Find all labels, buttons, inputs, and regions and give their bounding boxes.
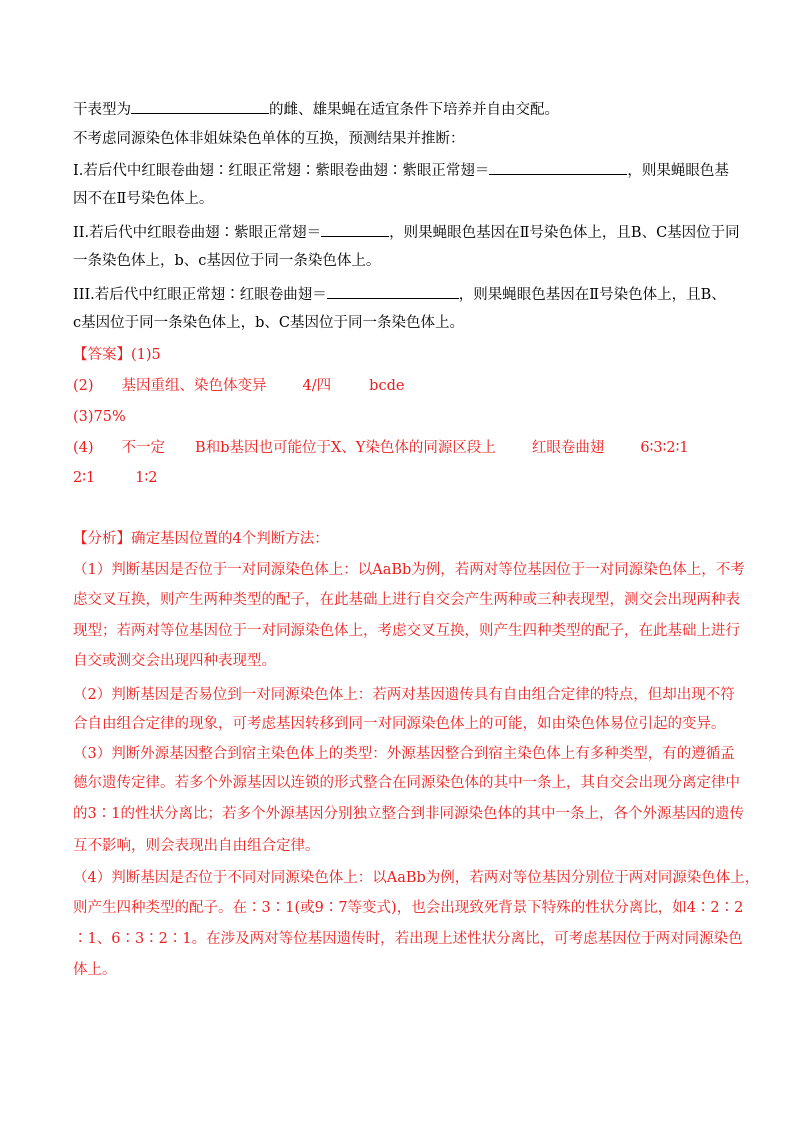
analysis-line	[73, 621, 740, 641]
question-text: ，则果蝇眼色基因在Ⅱ号染色体上，且B、C基因位于同	[389, 225, 740, 241]
analysis-text: 的3∶1的性状分离比；若多个外源基因分别独立整合到非同源染色体的其中一条上，各个外源基因的遗传	[73, 806, 744, 822]
answer-text: 6∶3∶2∶1	[640, 440, 689, 456]
analysis-text: 体上。	[73, 962, 117, 978]
analysis-line	[73, 590, 740, 610]
answer-text: (4)	[73, 440, 94, 456]
analysis-text: 虑交叉互换，则产生两种类型的配子，在此基础上进行自交会产生两种或三种表现型，测交会出现两种表	[73, 592, 740, 608]
question-text: ，则果蝇眼色基	[627, 163, 729, 179]
analysis-line	[73, 836, 320, 856]
question-line-1	[73, 99, 559, 120]
analysis-text: 则产生四种类型的配子。在∶3∶1(或9∶7等变式)，也会出现致死背景下特殊的性状分离比，如4∶2∶2	[73, 900, 744, 916]
answer-line-1	[73, 345, 161, 365]
answer-text: (3)75%	[73, 409, 126, 425]
question-line-2	[73, 129, 465, 149]
analysis-text: （4）判断基因是否位于不同对同源染色体上：以AaBb为例，若两对等位基因分别位于两对同源染色体上，	[73, 870, 760, 886]
question-text: c基因位于同一条染色体上，b、C基因位于同一条染色体上。	[73, 315, 464, 331]
analysis-line	[73, 651, 276, 671]
question-text: 因不在Ⅱ号染色体上。	[73, 191, 214, 207]
analysis-text: 互不影响，则会表现出自由组合定律。	[73, 838, 320, 854]
answer-text: 1∶2	[135, 470, 158, 486]
case-3-cont	[73, 313, 464, 333]
question-text: III.若后代中红眼正常翅∶红眼卷曲翅＝	[73, 287, 327, 303]
analysis-line	[73, 960, 117, 980]
analysis-text: 现型；若两对等位基因位于一对同源染色体上，考虑交叉互换，则产生四种类型的配子，在此基础上进行	[73, 623, 740, 639]
question-text: II.若后代中红眼卷曲翅∶紫眼正常翅＝	[73, 225, 322, 241]
case-2-cont	[73, 251, 380, 271]
analysis-text: （1）判断基因是否位于一对同源染色体上：以AaBb为例，若两对等位基因位于一对同源染色体上，不考	[73, 562, 745, 578]
analysis-line	[73, 804, 744, 824]
answer-text: (2)	[73, 378, 94, 394]
answer-blank-3[interactable]	[321, 222, 389, 237]
analysis-line	[73, 898, 743, 918]
analysis-line	[73, 714, 726, 734]
analysis-label: 【分析】	[73, 531, 131, 547]
analysis-text: 合自由组合定律的现象，可考虑基因转移到同一对同源染色体上的可能，如由染色体易位引起的变异。	[73, 716, 726, 732]
answer-line-2	[73, 376, 404, 396]
question-text: 一条染色体上，b、c基因位于同一条染色体上。	[73, 253, 381, 269]
analysis-line	[73, 868, 759, 888]
answer-text: bcde	[369, 378, 405, 394]
case-3-line	[73, 284, 726, 305]
question-text: I.若后代中红眼卷曲翅∶红眼正常翅∶紫眼卷曲翅∶紫眼正常翅＝	[73, 163, 490, 179]
answer-text: B和b基因也可能位于X、Y染色体的同源区段上	[195, 440, 496, 456]
analysis-text: （3）判断外源基因整合到宿主染色体上的类型：外源基因整合到宿主染色体上有多种类型，有的遵循孟	[73, 746, 735, 762]
case-2-line	[73, 222, 740, 243]
answer-label: 【答案】	[73, 347, 131, 363]
answer-text: 4/四	[302, 378, 332, 394]
question-text: 的雌、雄果蝇在适宜条件下培养并自由交配。	[269, 102, 559, 118]
analysis-line	[73, 929, 743, 949]
case-1-line	[73, 160, 729, 181]
answer-line-4	[73, 438, 689, 458]
answer-text: (1)5	[131, 347, 161, 363]
analysis-line	[73, 560, 745, 580]
analysis-text: （2）判断基因是否易位到一对同源染色体上：若两对基因遗传具有自由组合定律的特点，但却出现不符	[73, 687, 735, 703]
answer-line-3	[73, 407, 126, 427]
answer-text: 2∶1	[73, 470, 96, 486]
analysis-text: ∶1、6∶3∶2∶1。在涉及两对等位基因遗传时，若出现上述性状分离比，可考虑基因位于两对同源染色	[73, 931, 743, 947]
analysis-line	[73, 685, 735, 705]
analysis-heading	[73, 529, 329, 549]
analysis-text: 自交或测交会出现四种表现型。	[73, 653, 276, 669]
answer-text: 基因重组、染色体变异	[121, 378, 267, 394]
answer-blank-4[interactable]	[327, 284, 459, 299]
analysis-line	[73, 744, 735, 764]
question-text: ，则果蝇眼色基因在Ⅱ号染色体上，且B、	[458, 287, 726, 303]
answer-blank-1[interactable]	[131, 99, 269, 114]
answer-blank-2[interactable]	[489, 160, 627, 175]
answer-line-5	[73, 468, 157, 488]
answer-text: 红眼卷曲翅	[531, 440, 605, 456]
analysis-text: 德尔遗传定律。若多个外源基因以连锁的形式整合在同源染色体的其中一条上，其自交会出现分离定律中	[73, 775, 740, 791]
analysis-text: 确定基因位置的4个判断方法：	[131, 531, 329, 547]
question-text: 不考虑同源染色体非姐妹染色单体的互换，预测结果并推断：	[73, 131, 465, 147]
question-text: 干表型为	[73, 102, 131, 118]
case-1-cont	[73, 189, 213, 209]
answer-text: 不一定	[121, 440, 166, 456]
analysis-line	[73, 773, 740, 793]
